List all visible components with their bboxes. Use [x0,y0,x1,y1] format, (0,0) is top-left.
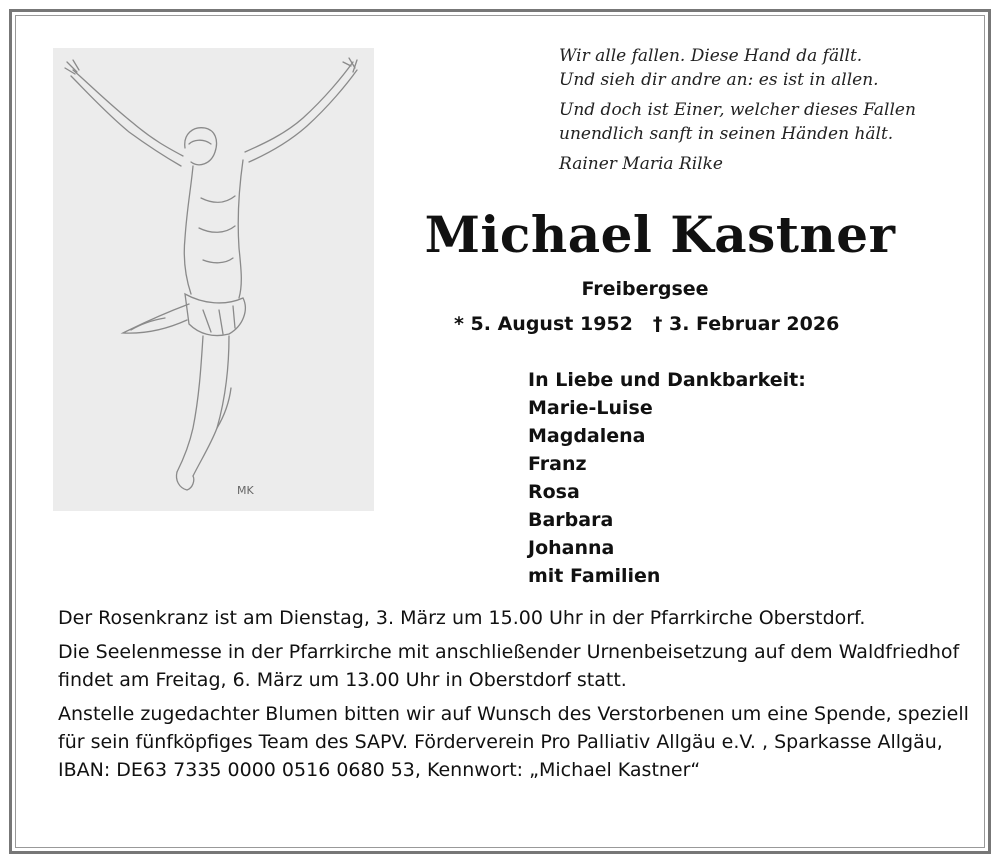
mourner-name: Franz [528,453,587,475]
mourner-name: Rosa [528,481,580,503]
mourner-name: Barbara [528,509,614,531]
birth-date: * 5. August 1952 [454,313,633,335]
crucifix-drawing [53,48,374,511]
rosary-notice: Der Rosenkranz ist am Dienstag, 3. März um 15.00 Uhr in der Pfarrkirche Oberstdorf. [58,607,866,629]
mourner-families: mit Familien [528,565,661,587]
poem-line: unendlich sanft in seinen Händen hält. [559,124,894,144]
deceased-place: Freibergsee [581,278,709,300]
mourner-name: Johanna [528,537,615,559]
poem-author: Rainer Maria Rilke [559,154,723,174]
life-dates [454,313,894,335]
mourner-name: Magdalena [528,425,646,447]
donation-notice: Anstelle zugedachter Blumen bitten wir auf Wunsch des Verstorbenen um eine Spende, speziell für sein fünfköpfiges Team des SAPV. Förderverein Pro Palliativ Allgäu e.V. , Sparkasse Allgäu, IBAN: DE63 7335 0000 0516 0680 53, Kennwort: „Michael Kastner“ [58,703,969,781]
poem-stanza-1 [559,44,979,92]
mourners-intro: In Liebe und Dankbarkeit: [528,369,806,391]
poem-stanza-2 [559,98,979,146]
notices [58,604,978,790]
poem [559,44,979,176]
mourners-list [528,366,806,590]
artist-signature: MK [237,484,254,497]
poem-line: Wir alle fallen. Diese Hand da fällt. [559,46,863,66]
poem-line: Und sieh dir andre an: es ist in allen. [559,70,879,90]
deceased-name: Michael Kastner [424,205,896,264]
requiem-notice: Die Seelenmesse in der Pfarrkirche mit anschließender Urnenbeisetzung auf dem Waldfriedhof findet am Freitag, 6. März um 13.00 Uhr in Oberstdorf statt. [58,641,960,691]
mourner-name: Marie-Luise [528,397,653,419]
poem-line: Und doch ist Einer, welcher dieses Fallen [559,100,916,120]
death-date: † 3. Februar 2026 [652,313,840,335]
crucifix-sketch-icon [53,48,374,511]
